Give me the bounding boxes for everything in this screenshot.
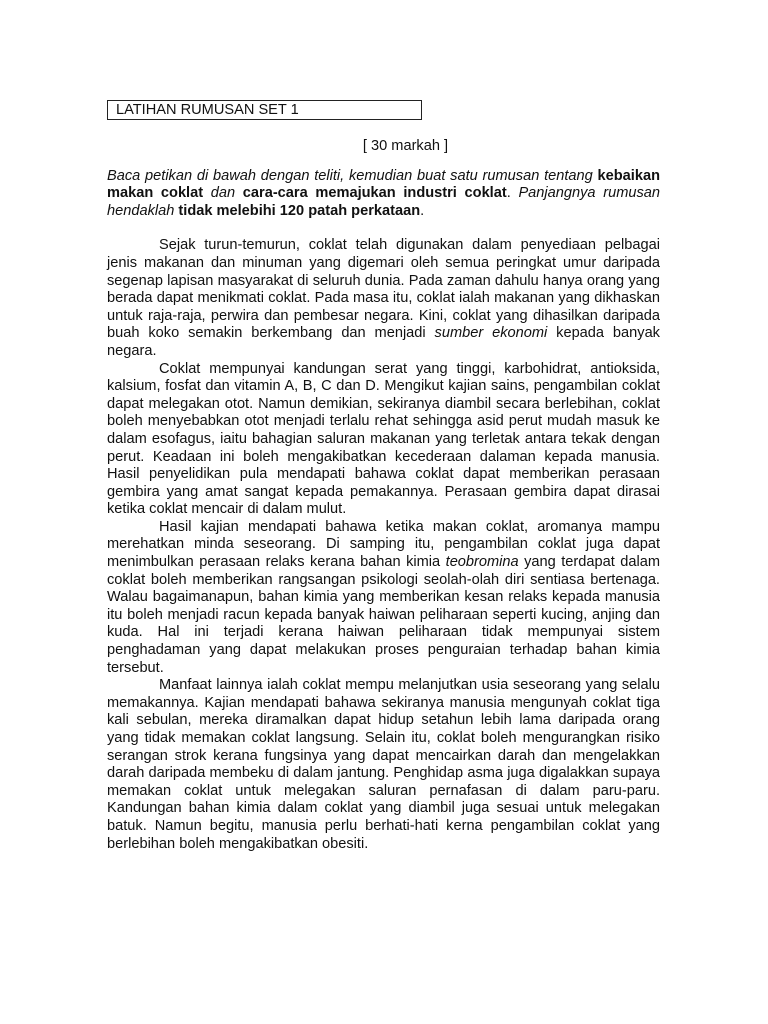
instruction-paragraph [107,168,660,221]
p1-text-b: sumber ekonomi [434,325,548,342]
instruction-text-2: dan [203,185,243,202]
reading-passage [107,237,660,853]
p3-text-c: yang terdapat dalam coklat boleh memberikan rangsangan psikologi seolah-olah diri sentiasa bertenaga. Walau bagaimanapun, bahan kimia yang memberikan kesan relaks kepada manusia itu boleh menjadi racun kepada banyak haiwan peliharaan seperti kucing, anjing dan kuda. Hal ini terjadi kerana haiwan peliharaan tidak mempunyai sistem penghadaman yang dapat melakukan proses penguraian terhadap bahan kimia tersebut. [107,554,660,676]
instruction-text-3: . [506,185,519,202]
instruction-text-6: . [420,202,425,219]
passage-paragraph-1 [107,237,660,360]
instruction-text-4: Panjangnya rumusan hendaklah [107,185,660,219]
p3-text-a: Hasil kajian mendapati bahawa ketika makan coklat, aromanya mampu merehatkan minda seseorang. Di samping itu, pengambilan coklat juga dapat menimbulkan perasaan relaks kerana bahan kimia [107,518,660,571]
passage-paragraph-4: Manfaat lainnya ialah coklat mempu melanjutkan usia seseorang yang selalu memakannya. Kajian mendapati bahawa sekiranya manusia mengunyah coklat tiga kali sebulan, mereka diramalkan dapat hidup setahun lebih lama daripada orang yang tidak memakan coklat langsung. Selain itu, coklat boleh mengurangkan risiko serangan strok kerana fungsinya yang dapat mencairkan darah dan mengelakkan darah daripada membeku di dalam jantung. Penghidap asma juga digalakkan supaya memakan coklat untuk melegakan saluran pernafasan di dalam paru-paru. Kandungan bahan kimia dalam coklat yang diambil juga sesuai untuk melegakan batuk. Namun begitu, manusia perlu berhati-hati kerna pengambilan coklat yang berlebihan boleh mengakibatkan obesiti. [107,677,660,852]
instruction-topic-2: cara-cara memajukan industri coklat [242,185,507,202]
document-page [107,100,660,853]
passage-paragraph-3 [107,519,660,677]
instruction-word-limit: tidak melebihi 120 patah perkataan [178,202,421,219]
p1-text-a: Sejak turun-temurun, coklat telah digunakan dalam penyediaan pelbagai jenis makanan dan minuman yang digemari oleh semua peringkat umur daripada segenap lapisan masyarakat di seluruh dunia. Pada zaman dahulu hanya orang yang berada dapat menikmati coklat. Pada masa itu, coklat ialah makanan yang dikhaskan untuk raja-raja, perwira dan pembesar negara. Kini, coklat yang dihasilkan daripada buah koko semakin berkembang dan menjadi [107,237,660,342]
marks-label: [ 30 markah ] [362,138,449,154]
instruction-text-1: Baca petikan di bawah dengan teliti, kemudian buat satu rumusan tentang [107,167,598,184]
p3-text-b: teobromina [445,554,519,571]
exercise-title: LATIHAN RUMUSAN SET 1 [107,100,422,120]
p1-text-c: kepada banyak negara. [107,325,660,359]
instruction-topic-1: kebaikan makan coklat [107,167,660,202]
passage-paragraph-2: Coklat mempunyai kandungan serat yang tinggi, karbohidrat, antioksida, kalsium, fosfat dan vitamin A, B, C dan D. Mengikut kajian sains, pengambilan coklat dapat melegakan otot. Namun demikian, sekiranya diambil secara berlebihan, coklat boleh menyebabkan otot menjadi terlalu rehat sehingga asid perut mudah masuk ke dalam esofagus, iaitu bahagian saluran makanan yang terletak antara tekak dengan perut. Keadaan ini boleh mengakibatkan kecederaan dalaman kepada manusia. Hasil penyelidikan pula mendapati bahawa coklat dapat memberikan perasaan gembira yang amat sangat kepada pemakannya. Perasaan gembira dapat dirasai ketika coklat mencair di dalam mulut. [107,360,660,518]
